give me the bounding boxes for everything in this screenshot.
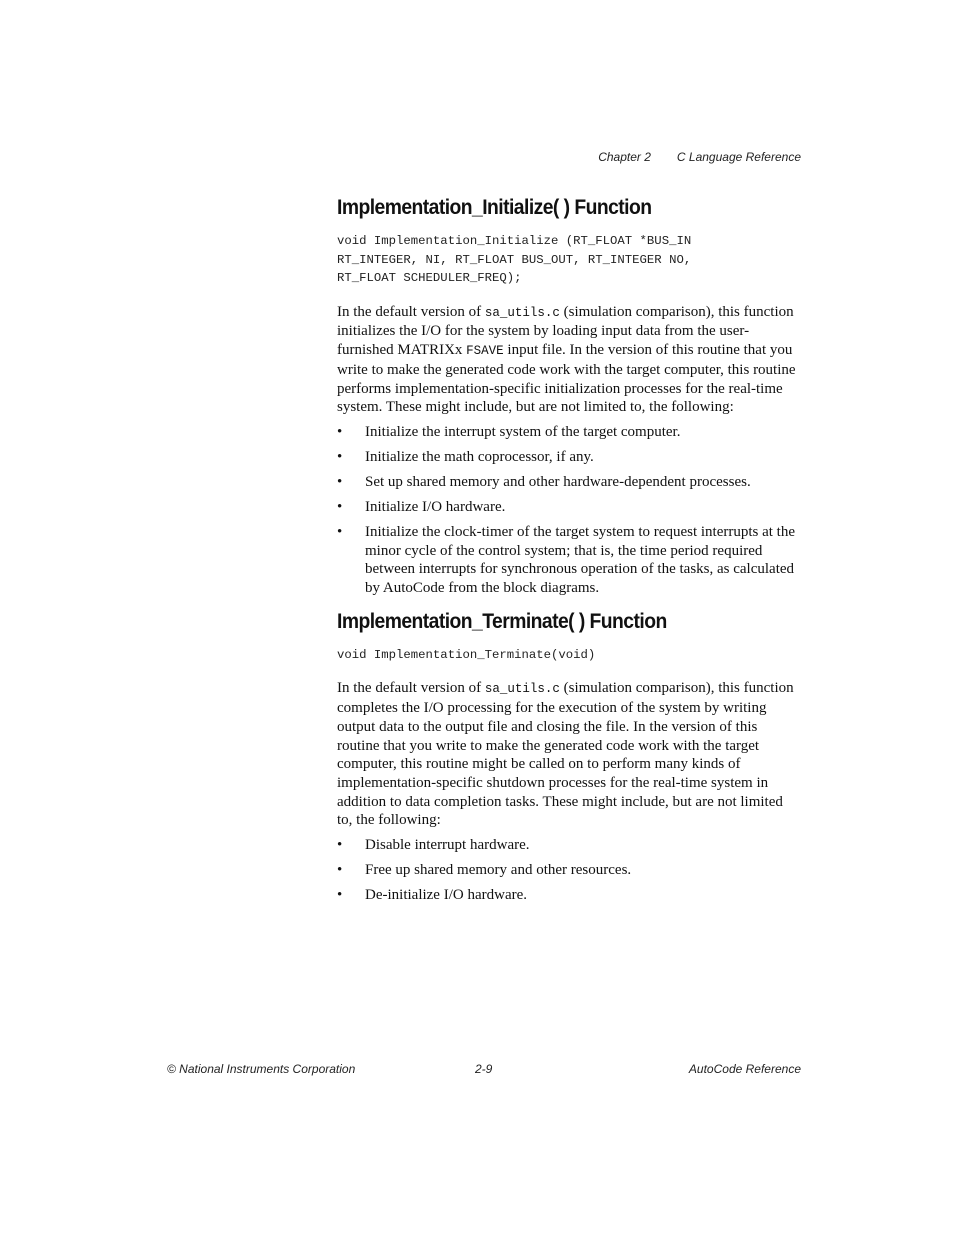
- body-paragraph: [337, 679, 801, 830]
- body-paragraph: [337, 303, 801, 417]
- bullet-marker: •: [337, 862, 343, 879]
- list-item: [337, 836, 801, 855]
- section-implementation-terminate: [337, 610, 801, 905]
- section-title: Implementation_Terminate( ) Function: [337, 609, 667, 633]
- section-implementation-initialize: [337, 196, 801, 598]
- list-item-text: Initialize the interrupt system of the target computer.: [365, 424, 681, 440]
- paragraph-text: In the default version of: [337, 303, 485, 320]
- footer-copyright: © National Instruments Corporation: [167, 1062, 356, 1076]
- list-item-text: De-initialize I/O hardware.: [365, 887, 528, 904]
- bullet-marker: •: [337, 499, 343, 515]
- list-item-text: Set up shared memory and other hardware-dependent processes.: [365, 474, 751, 490]
- paragraph-text: input file. In the version of this routine that you write to make the generated code work with the target computer, this routine performs implementation-specific initialization processes for the real-time system. These might include, but are not limited to, the following:: [337, 342, 796, 416]
- file-type: FSAVE: [466, 344, 504, 359]
- code-line: RT_FLOAT SCHEDULER_FREQ);: [337, 271, 522, 286]
- footer-book-title: AutoCode Reference: [688, 1062, 801, 1076]
- list-item: [337, 473, 801, 492]
- bullet-list: [337, 423, 801, 598]
- list-item: [337, 498, 801, 517]
- list-item-text: Initialize the clock-timer of the target system to request interrupts at the minor cycle of the control system; that is, the time period required between interrupts for synchronous operation of the tasks, as calculated by AutoCode from the block diagrams.: [365, 524, 795, 597]
- function-signature: [337, 232, 801, 288]
- paragraph-text: (simulation comparison), this function initializes the I/O for the system by loading input data from the user-furnished MATRIXx: [337, 303, 794, 359]
- file-name: sa_utils.c: [484, 305, 560, 320]
- page-content: [337, 196, 801, 911]
- bullet-marker: •: [337, 837, 343, 854]
- running-header: [0, 150, 801, 164]
- bullet-list: [337, 836, 801, 905]
- page-number: 2-9: [475, 1062, 493, 1076]
- bullet-marker: •: [337, 424, 343, 440]
- header-chapter: Chapter 2: [598, 150, 651, 164]
- list-item: [337, 423, 801, 442]
- list-item-text: Initialize I/O hardware.: [365, 499, 506, 515]
- list-item: [337, 523, 801, 598]
- code-line: void Implementation_Initialize (RT_FLOAT *BUS_IN: [337, 234, 692, 248]
- bullet-marker: •: [337, 474, 343, 490]
- bullet-marker: •: [337, 524, 343, 540]
- paragraph-text: In the default version of: [337, 680, 485, 697]
- code-line: void Implementation_Terminate(void): [337, 647, 596, 662]
- code-line: RT_INTEGER, NI, RT_FLOAT BUS_OUT, RT_INTEGER NO,: [337, 252, 692, 267]
- header-section: C Language Reference: [676, 150, 801, 164]
- list-item: [337, 448, 801, 467]
- bullet-marker: •: [337, 887, 343, 904]
- list-item: [337, 861, 801, 880]
- section-title: Implementation_Initialize( ) Function: [337, 196, 652, 219]
- list-item-text: Free up shared memory and other resources.: [365, 862, 632, 879]
- list-item-text: Disable interrupt hardware.: [365, 837, 530, 854]
- paragraph-text: (simulation comparison), this function completes the I/O processing for the execution of the system by writing output data to the output file and closing the file. In the version of this routine that you write to make the generated code work with the target computer, this routine might be called on to perform many kinds of implementation-specific shutdown processes for the real-time system in addition to data completion tasks. These might include, but are not limited to, the following:: [337, 680, 794, 829]
- list-item: [337, 886, 801, 905]
- file-name: sa_utils.c: [484, 682, 560, 697]
- bullet-marker: •: [337, 449, 343, 465]
- function-signature: [337, 646, 801, 665]
- list-item-text: Initialize the math coprocessor, if any.: [365, 449, 594, 465]
